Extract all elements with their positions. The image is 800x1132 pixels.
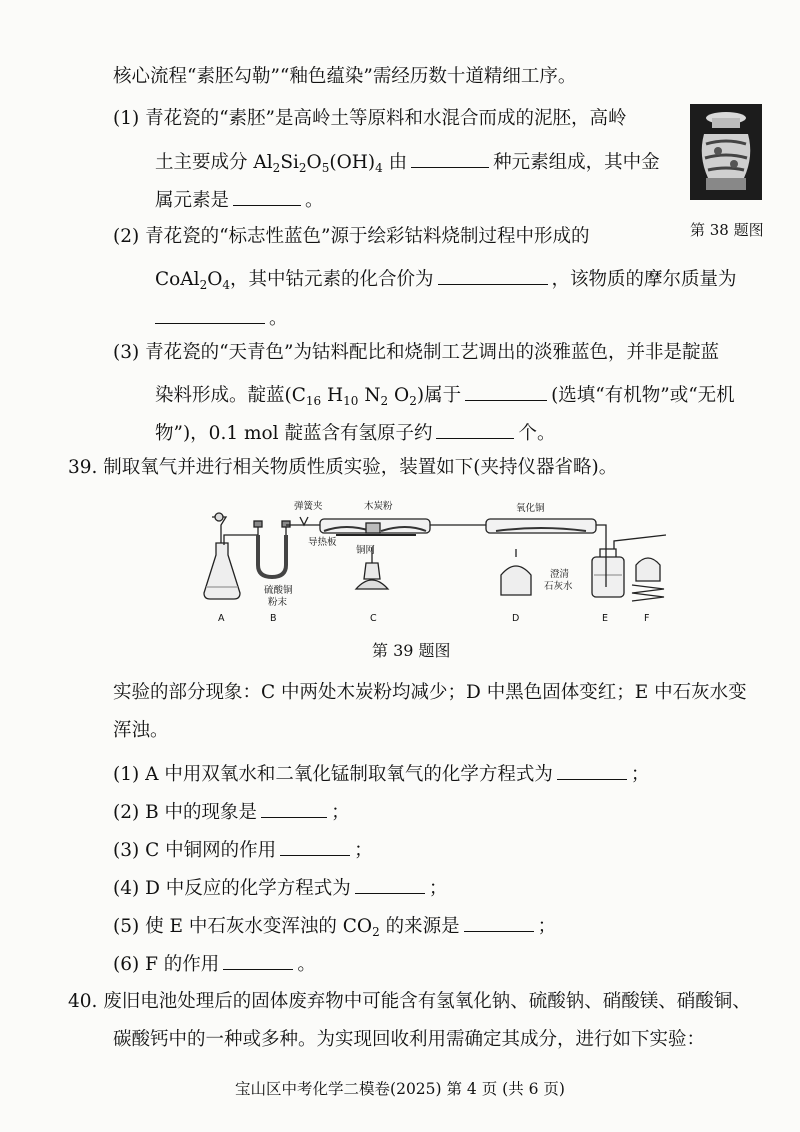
answer-blank-q39-5[interactable]: [464, 914, 534, 932]
answer-blank-q39-6[interactable]: [223, 952, 293, 970]
q38-p3-line1: (3) 青花瓷的“天青色”为钴料配比和烧制工艺调出的淡雅蓝色，并非是靛蓝: [113, 342, 720, 363]
answer-blank-hydrogen-atoms[interactable]: [436, 421, 514, 439]
label-copper-mesh: 铜网: [356, 545, 376, 556]
answer-blank-element-count[interactable]: [411, 150, 489, 168]
page-footer: 宝山区中考化学二模卷(2025) 第 4 页 (共 6 页): [235, 1080, 565, 1098]
q39-phenomena-line2: 浑浊。: [113, 720, 169, 741]
q38-p2-line3: 。: [155, 306, 288, 329]
answer-blank-organic-inorganic[interactable]: [465, 383, 547, 401]
q38-p2-line2: $CoAl_2O_4$，其中钴元素的化合价为 ，该物质的摩尔质量为: [155, 269, 737, 292]
q39-s3: (3) C 中铜网的作用 ；: [113, 840, 373, 861]
label-heat-plate: 导热板: [308, 537, 337, 548]
q39-figure-caption: 第 39 题图: [372, 641, 451, 660]
intro-text: 核心流程“素胚勾勒”“釉色蕴染”需经历数十道精细工序。: [113, 66, 577, 87]
q38-figure-caption: 第 38 题图: [690, 221, 764, 239]
label-cuso4-1: 硫酸铜: [264, 585, 293, 596]
label-C: C: [370, 613, 377, 624]
q39-phenomena-line1: 实验的部分现象：C 中两处木炭粉均减少；D 中黑色固体变红；E 中石灰水变: [113, 682, 747, 703]
answer-blank-q39-4[interactable]: [355, 876, 425, 894]
answer-blank-cobalt-valence[interactable]: [438, 267, 548, 285]
answer-blank-q39-3[interactable]: [280, 838, 350, 856]
vase-photo: [690, 104, 762, 200]
q40-line1: 40. 废旧电池处理后的固体废弃物中可能含有氢氧化钠、硫酸钠、硝酸镁、硝酸铜、: [68, 991, 751, 1012]
label-limewater-1: 澄清: [550, 569, 570, 580]
label-limewater-2: 石灰水: [544, 581, 573, 592]
q40-line2: 碳酸钙中的一种或多种。为实现回收利用需确定其成分，进行如下实验：: [113, 1029, 706, 1050]
label-charcoal: 木炭粉: [364, 501, 393, 512]
q38-p1-line3: 属元素是 。: [155, 190, 324, 211]
q38-p2-line1: (2) 青花瓷的“标志性蓝色”源于绘彩钴料烧制过程中形成的: [113, 226, 590, 247]
q39-s4: (4) D 中反应的化学方程式为 ；: [113, 878, 448, 899]
label-E: E: [602, 613, 609, 624]
q39-s5: (5) 使 E 中石灰水变浑浊的 $CO_2$ 的来源是 ；: [113, 916, 557, 939]
answer-blank-q39-1[interactable]: [557, 762, 627, 780]
label-copper-oxide: 氧化铜: [516, 503, 545, 514]
q38-p3-line3: 物”)，0.1 mol 靛蓝含有氢原子约 个。: [155, 423, 556, 444]
q39-stem: 39. 制取氧气并进行相关物质性质实验，装置如下(夹持仪器省略)。: [68, 457, 618, 478]
answer-blank-q39-2[interactable]: [261, 800, 327, 818]
q39-s1: (1) A 中用双氧水和二氧化锰制取氧气的化学方程式为 ；: [113, 764, 650, 785]
experiment-apparatus-diagram: [196, 495, 666, 630]
q39-s6: (6) F 的作用 。: [113, 954, 316, 975]
label-D: D: [512, 613, 520, 624]
label-spring-clamp: 弹簧夹: [294, 501, 323, 512]
answer-blank-metal-elements[interactable]: [233, 188, 301, 206]
q39-s2: (2) B 中的现象是 ；: [113, 802, 350, 823]
label-B: B: [270, 613, 277, 624]
q38-p3-line2: 染料形成。靛蓝($C_{16}$ $H_{10}$ $N_2$ $O_2$)属于 (选填“有机物”或“无机: [155, 385, 735, 408]
label-cuso4-2: 粉末: [268, 597, 288, 608]
q38-p1-line2: 土主要成分 $Al_2Si_2O_5(OH)_4$ 由 种元素组成，其中金: [155, 152, 660, 175]
answer-blank-molar-mass[interactable]: [155, 306, 265, 324]
label-F: F: [644, 613, 650, 624]
label-A: A: [218, 613, 225, 624]
q38-p1-line1: (1) 青花瓷的“素胚”是高岭土等原料和水混合而成的泥胚，高岭: [113, 108, 627, 129]
